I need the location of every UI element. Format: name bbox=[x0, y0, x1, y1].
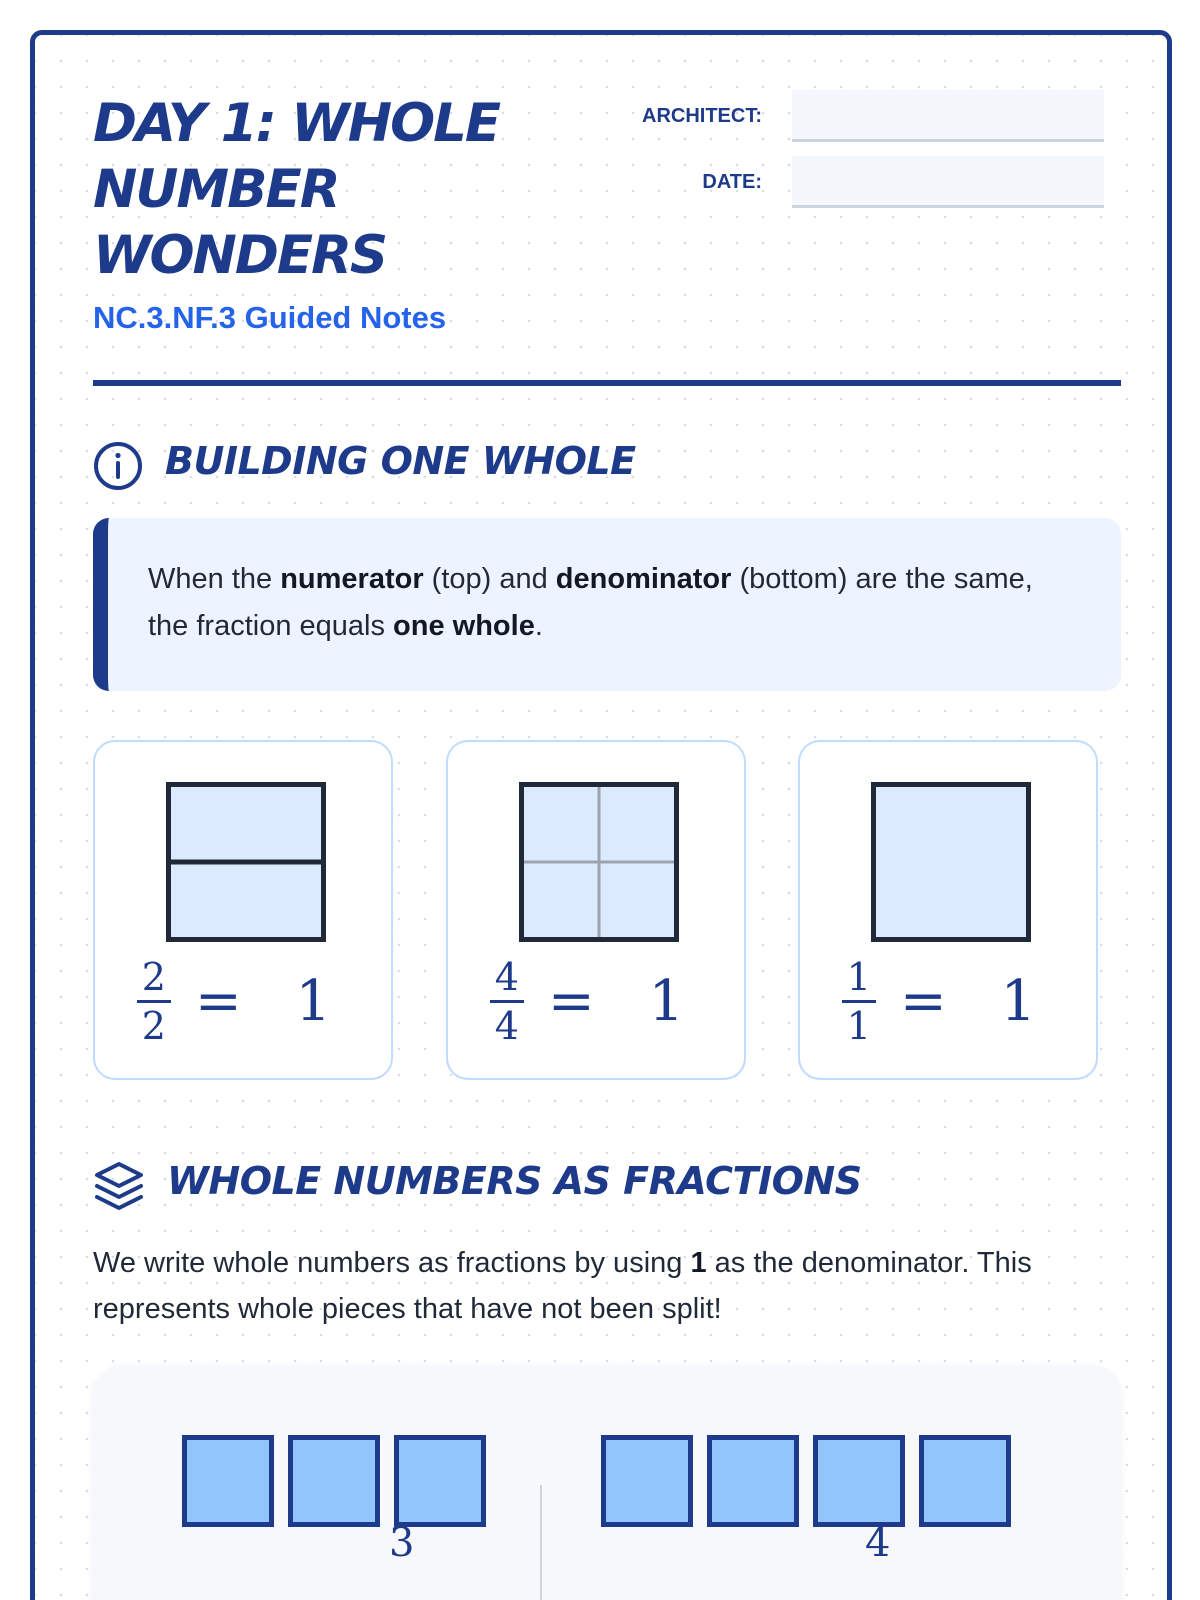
page-subtitle: NC.3.NF.3 Guided Notes bbox=[93, 300, 447, 335]
section-title-whole-numbers-as-fractions: WHOLE NUMBERS AS FRACTIONS bbox=[167, 1159, 862, 1203]
equation bbox=[95, 957, 391, 1046]
fourths-diagram bbox=[519, 782, 679, 942]
whole-block bbox=[288, 1435, 380, 1527]
info-icon bbox=[93, 441, 143, 491]
equation bbox=[448, 957, 744, 1046]
explanation-paragraph: We write whole numbers as fractions by using 1 as the denominator. This represents whole pieces that have not been split! bbox=[93, 1247, 1032, 1325]
whole-block bbox=[394, 1435, 486, 1527]
numerator: 4 bbox=[494, 955, 519, 999]
fraction-card-whole bbox=[798, 740, 1098, 1080]
fraction-bar bbox=[490, 1000, 524, 1003]
whole-block bbox=[813, 1435, 905, 1527]
fraction-bar bbox=[842, 1000, 876, 1003]
example-three-numerator: 3 bbox=[389, 1520, 415, 1566]
panel-divider bbox=[540, 1485, 542, 1600]
whole-block bbox=[601, 1435, 693, 1527]
equals-one: = 1 bbox=[194, 969, 350, 1034]
example-four-numerator: 4 bbox=[865, 1520, 891, 1566]
fraction-bar bbox=[137, 1000, 171, 1003]
page-title: DAY 1: WHOLE NUMBER WONDERS bbox=[93, 93, 500, 286]
equals-one: = 1 bbox=[899, 969, 1055, 1034]
layers-icon bbox=[93, 1160, 145, 1212]
denominator: 2 bbox=[141, 1004, 166, 1048]
equation bbox=[800, 957, 1096, 1046]
fraction bbox=[490, 957, 524, 1046]
header-divider bbox=[93, 380, 1121, 386]
architect-field[interactable] bbox=[792, 90, 1104, 142]
whole-block bbox=[919, 1435, 1011, 1527]
numerator: 2 bbox=[141, 955, 166, 999]
example-three-blocks bbox=[182, 1435, 486, 1527]
whole-diagram bbox=[871, 782, 1031, 942]
denominator: 1 bbox=[846, 1004, 871, 1048]
numerator: 1 bbox=[846, 955, 871, 999]
whole-block bbox=[182, 1435, 274, 1527]
fraction-card-fourths bbox=[446, 740, 746, 1080]
definition-callout: When the numerator (top) and denominator (bottom) are the same, the fraction equals one whole. bbox=[93, 518, 1121, 691]
section-title-building-one-whole: BUILDING ONE WHOLE bbox=[165, 439, 636, 483]
halves-diagram bbox=[166, 782, 326, 942]
fraction bbox=[842, 957, 876, 1046]
whole-block bbox=[707, 1435, 799, 1527]
fraction bbox=[137, 957, 171, 1046]
fraction-card-halves bbox=[93, 740, 393, 1080]
date-field[interactable] bbox=[792, 156, 1104, 208]
architect-label: ARCHITECT: bbox=[642, 105, 762, 127]
date-label: DATE: bbox=[702, 171, 762, 193]
example-four-blocks bbox=[601, 1435, 1011, 1527]
equals-one: = 1 bbox=[547, 969, 703, 1034]
worksheet bbox=[30, 30, 1172, 1600]
denominator: 4 bbox=[494, 1004, 519, 1048]
examples-panel bbox=[93, 1365, 1121, 1600]
